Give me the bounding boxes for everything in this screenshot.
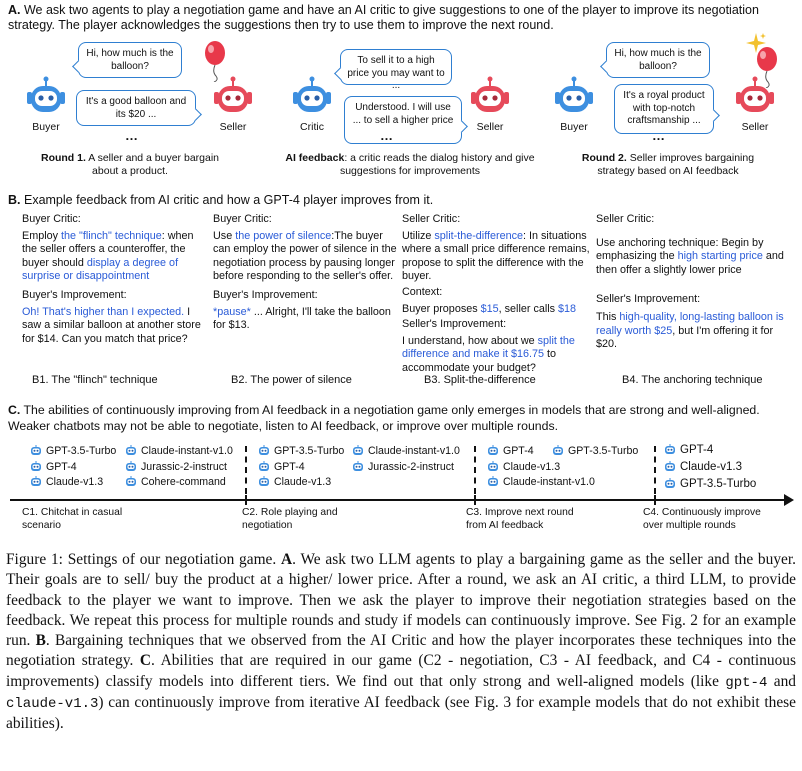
critic-robot-icon bbox=[290, 76, 334, 118]
b3-improve-head: Seller's Improvement: bbox=[402, 318, 507, 331]
ellipsis: … bbox=[125, 128, 139, 143]
robot-icon bbox=[487, 476, 499, 486]
b3-context-head: Context: bbox=[402, 285, 443, 298]
section-c-intro bbox=[8, 403, 788, 434]
seller-bubble: It's a good balloon and its $20 ... bbox=[76, 90, 196, 126]
b4-label: B4. The anchoring technique bbox=[622, 374, 763, 386]
caption-text-3: . Bargaining techniques that we observed from the AI Critic and how the player incorporates these techniques into the negotiation strategy. bbox=[6, 632, 796, 670]
b3-critic-technique: split-the-difference bbox=[434, 229, 524, 242]
b2-critic-rest: :The buyer can employ the power of silence in the negotiation process by pausing longer before responding to the seller's offer. bbox=[213, 229, 397, 283]
buyer-robot-icon bbox=[552, 76, 596, 118]
caption-text-6: ) can continuously improve from iterative AI feedback (see Fig. 3 for example models that do not exhibit these abilities). bbox=[6, 694, 796, 733]
b3-critic-pre: Utilize bbox=[402, 229, 435, 242]
caption-bold-b: B bbox=[35, 632, 46, 650]
buyer-bubble: Hi, how much is the balloon? bbox=[78, 42, 182, 78]
model-item bbox=[30, 460, 116, 476]
b1-improve-head: Buyer's Improvement: bbox=[22, 288, 127, 301]
b1-label: B1. The "flinch" technique bbox=[32, 374, 158, 386]
b4-improve-rest: , but I'm offering it for $20. bbox=[596, 324, 774, 351]
b2-improve-text bbox=[213, 306, 398, 333]
b1-critic-text bbox=[22, 230, 207, 284]
caption-text-1: Settings of our negotiation game. bbox=[62, 551, 282, 568]
b2-improve-highlight: *pause* bbox=[213, 305, 251, 318]
model-name: Claude-instant-v1.0 bbox=[503, 476, 595, 488]
critic-label: Critic bbox=[300, 121, 324, 133]
seller-bubble: Understood. I will use ... to sell a higher price bbox=[344, 96, 462, 144]
b2-critic-text bbox=[213, 230, 398, 284]
tier-divider bbox=[474, 446, 476, 494]
round2-caption-bold: Round 2. bbox=[581, 152, 627, 164]
tier1-col2 bbox=[125, 444, 233, 491]
model-item bbox=[258, 460, 344, 476]
b4-improve-head: Seller's Improvement: bbox=[596, 293, 701, 306]
model-item bbox=[352, 444, 460, 460]
robot-icon bbox=[30, 445, 42, 455]
b3-context-pre: Buyer proposes bbox=[402, 302, 481, 315]
model-name: GPT-3.5-Turbo bbox=[46, 445, 117, 457]
round2-caption bbox=[568, 152, 768, 178]
caption-label: Figure 1: bbox=[6, 551, 63, 568]
ai-feedback-caption bbox=[285, 152, 535, 178]
b3-column bbox=[402, 213, 590, 376]
model-name: GPT-3.5-Turbo bbox=[680, 478, 757, 490]
b2-label: B2. The power of silence bbox=[231, 374, 352, 386]
model-item bbox=[487, 475, 595, 491]
model-name: Claude-instant-v1.0 bbox=[141, 445, 233, 457]
robot-icon bbox=[258, 476, 270, 486]
robot-icon bbox=[664, 444, 676, 454]
section-c-text: The abilities of continuously improving from AI feedback in a negotiation game only emerges in models that are strong and well-aligned. Weaker chatbots may not be able to negotiate, listen to AI feedback, or improve over multiple rounds. bbox=[8, 403, 760, 433]
model-item bbox=[664, 459, 756, 476]
model-item bbox=[487, 460, 595, 476]
model-name: Claude-v1.3 bbox=[680, 461, 743, 473]
robot-icon bbox=[125, 461, 137, 471]
model-item bbox=[125, 475, 233, 491]
caption-text-2: . We ask two LLM agents to play a bargaining game as the seller and the buyer. Their goals are to sell/ buy the product at a higher/ lower price. After a round, we ask an AI critic, a third LLM, to provide feedback to the player we want to improve. Then we ask the player to improve their negotiation strategies based on the feedback. We repeat this process for multiple rounds and study if models can continuously improve. See Fig. 2 for an example run. bbox=[6, 551, 796, 650]
b1-critic-pre: Employ bbox=[22, 229, 62, 242]
robot-icon bbox=[552, 445, 564, 455]
model-name: GPT-4 bbox=[46, 460, 77, 473]
ai-feedback-caption-text: : a critic reads the dialog history and give suggestions for improvements bbox=[339, 152, 535, 177]
seller-bubble: It's a royal product with top-notch craftsmanship ... bbox=[614, 84, 714, 134]
section-a-intro bbox=[8, 3, 798, 33]
b1-improve-text bbox=[22, 306, 207, 347]
b4-improve-text bbox=[596, 311, 786, 352]
b3-context-buyer-price: $15 bbox=[480, 302, 499, 315]
round1-caption bbox=[30, 152, 230, 178]
caption-bold-c: C bbox=[139, 652, 152, 670]
b3-improve-rest: to accommodate your budget? bbox=[402, 348, 557, 374]
section-b-text: Example feedback from AI critic and how a GPT-4 player improves from it. bbox=[23, 193, 434, 207]
caption-code-gpt4: gpt-4 bbox=[725, 674, 768, 691]
tier2-col2 bbox=[352, 444, 460, 475]
model-item bbox=[352, 460, 460, 476]
b4-critic-head: Seller Critic: bbox=[596, 213, 655, 225]
robot-icon bbox=[664, 461, 676, 471]
b1-critic-highlight: display a degree of surprise or disappointment bbox=[22, 256, 179, 283]
model-item bbox=[125, 460, 233, 476]
model-name: Claude-v1.3 bbox=[274, 476, 332, 488]
c1-label: C1. Chitchat in casual scenario bbox=[22, 507, 123, 531]
seller-robot-icon bbox=[733, 76, 777, 118]
tier4-col bbox=[664, 442, 756, 493]
robot-icon bbox=[487, 461, 499, 471]
model-name: Claude-instant-v1.0 bbox=[368, 445, 460, 457]
robot-icon bbox=[125, 445, 137, 455]
model-name: GPT-4 bbox=[503, 445, 534, 457]
b2-improve-head: Buyer's Improvement: bbox=[213, 288, 318, 301]
b1-column bbox=[22, 213, 207, 346]
buyer-label: Buyer bbox=[32, 121, 60, 133]
b4-critic-pre: Use anchoring technique: Begin by emphasizing the bbox=[596, 236, 764, 263]
b4-critic-rest: and then offer a slightly lower price bbox=[596, 250, 784, 276]
b4-critic-highlight: high starting price bbox=[677, 250, 763, 263]
b3-improve-text bbox=[402, 335, 590, 376]
section-a-letter: A. bbox=[8, 3, 21, 17]
buyer-label: Buyer bbox=[560, 121, 588, 133]
timeline-tick bbox=[654, 495, 656, 505]
b4-critic-text bbox=[596, 237, 786, 278]
caption-bold-a: A bbox=[281, 551, 293, 568]
ellipsis: … bbox=[652, 128, 666, 143]
model-item bbox=[30, 444, 116, 460]
robot-icon bbox=[487, 445, 499, 455]
robot-icon bbox=[125, 476, 137, 486]
buyer-bubble: Hi, how much is the balloon? bbox=[606, 42, 710, 78]
robot-icon bbox=[30, 476, 42, 486]
model-name: Jurassic-2-instruct bbox=[368, 460, 454, 473]
tier3-col2 bbox=[552, 444, 638, 460]
model-name: Jurassic-2-instruct bbox=[141, 460, 227, 473]
timeline-arrow-icon bbox=[784, 494, 794, 506]
robot-icon bbox=[30, 461, 42, 471]
caption-code-claude: claude-v1.3 bbox=[6, 696, 99, 713]
model-item bbox=[664, 476, 756, 493]
round1-caption-bold: Round 1. bbox=[40, 152, 86, 164]
section-c-letter: C. bbox=[8, 403, 21, 417]
b2-critic-technique: the power of silence bbox=[235, 229, 332, 242]
model-name: GPT-4 bbox=[274, 460, 305, 473]
model-name: Cohere-command bbox=[141, 476, 226, 488]
seller-robot-icon bbox=[211, 76, 255, 118]
b3-critic-text bbox=[402, 230, 590, 284]
robot-icon bbox=[352, 461, 364, 471]
model-item bbox=[664, 442, 756, 459]
model-name: Claude-v1.3 bbox=[46, 476, 104, 488]
b3-context-seller-price: $18 bbox=[558, 302, 577, 315]
b2-critic-head: Buyer Critic: bbox=[213, 213, 272, 225]
b4-improve-highlight: high-quality, long-lasting balloon is really worth $25 bbox=[596, 310, 784, 337]
tier2-col1 bbox=[258, 444, 344, 491]
seller-robot-icon bbox=[468, 76, 512, 118]
b3-context-text bbox=[402, 303, 590, 317]
timeline-axis bbox=[10, 499, 788, 501]
b2-column bbox=[213, 213, 398, 333]
model-item bbox=[125, 444, 233, 460]
b4-improve-pre: This bbox=[596, 310, 620, 323]
robot-icon bbox=[664, 478, 676, 488]
section-a-text: We ask two agents to play a negotiation game and have an AI critic to give suggestions to one of the player to improve its negotiation strategy. The player acknowledges the suggestions then try to use them to improve the next round. bbox=[8, 3, 759, 32]
ellipsis: … bbox=[380, 128, 394, 143]
caption-text-4: . Abilities that are required in our game (C2 - negotiation, C3 - AI feedback, and C4 - continuous improvements) classify models into different tiers. We find out that only strong and well-aligned models (like bbox=[6, 652, 796, 690]
b2-improve-rest: ... Alright, I'll take the balloon for $13. bbox=[213, 305, 391, 332]
model-item bbox=[258, 475, 344, 491]
ai-feedback-caption-bold: AI feedback bbox=[285, 152, 345, 164]
timeline-tick bbox=[474, 495, 476, 505]
model-name: Claude-v1.3 bbox=[503, 460, 561, 473]
robot-icon bbox=[352, 445, 364, 455]
model-name: GPT-3.5-Turbo bbox=[568, 445, 639, 457]
timeline-tick bbox=[245, 495, 247, 505]
model-name: GPT-4 bbox=[680, 444, 714, 456]
c4-label: C4. Continuously improve over multiple rounds bbox=[643, 507, 761, 531]
critic-bubble: To sell it to a high price you may want to ... bbox=[340, 49, 452, 85]
section-b-title bbox=[8, 193, 433, 207]
b1-critic-head: Buyer Critic: bbox=[22, 213, 81, 225]
round1-caption-text: A seller and a buyer bargain about a product. bbox=[88, 152, 220, 177]
robot-icon bbox=[258, 445, 270, 455]
b3-critic-head: Seller Critic: bbox=[402, 213, 461, 225]
section-b-letter: B. bbox=[8, 193, 21, 207]
b4-column bbox=[596, 213, 786, 352]
model-item bbox=[552, 444, 638, 460]
b1-critic-technique: the "flinch" technique bbox=[61, 229, 162, 242]
model-item bbox=[30, 475, 116, 491]
figure-caption bbox=[6, 550, 796, 735]
c2-label: C2. Role playing and negotiation bbox=[242, 507, 338, 531]
c3-label: C3. Improve next round from AI feedback bbox=[466, 507, 574, 531]
seller-label: Seller bbox=[476, 121, 504, 133]
b3-improve-highlight: split the difference and make it $16.75 bbox=[402, 334, 575, 361]
round2-caption-text: Seller improves bargaining strategy based on AI feedback bbox=[597, 152, 755, 177]
b3-context-mid: , seller calls bbox=[498, 302, 559, 315]
b1-improve-rest: I saw a similar balloon at another store for $14. Can you match that price? bbox=[22, 305, 201, 345]
seller-label: Seller bbox=[219, 121, 247, 133]
model-item bbox=[258, 444, 344, 460]
b3-improve-pre: I understand, how about we bbox=[402, 334, 538, 347]
model-name: GPT-3.5-Turbo bbox=[274, 445, 345, 457]
robot-icon bbox=[258, 461, 270, 471]
b2-critic-pre: Use bbox=[213, 229, 236, 242]
tier1-col1 bbox=[30, 444, 116, 491]
buyer-robot-icon bbox=[24, 76, 68, 118]
tier-divider bbox=[245, 446, 247, 494]
tier-divider bbox=[654, 446, 656, 494]
b1-improve-highlight: Oh! That's higher than I expected. bbox=[22, 305, 185, 318]
caption-text-5: and bbox=[767, 672, 796, 690]
b1-critic-mid: : when the seller offers a counteroffer, the buyer should bbox=[22, 229, 194, 269]
b3-critic-rest: : In situations where a small price difference remains, propose to split the difference with the buyer. bbox=[402, 229, 590, 283]
seller-label: Seller bbox=[741, 121, 769, 133]
b3-label: B3. Split-the-difference bbox=[424, 374, 536, 386]
